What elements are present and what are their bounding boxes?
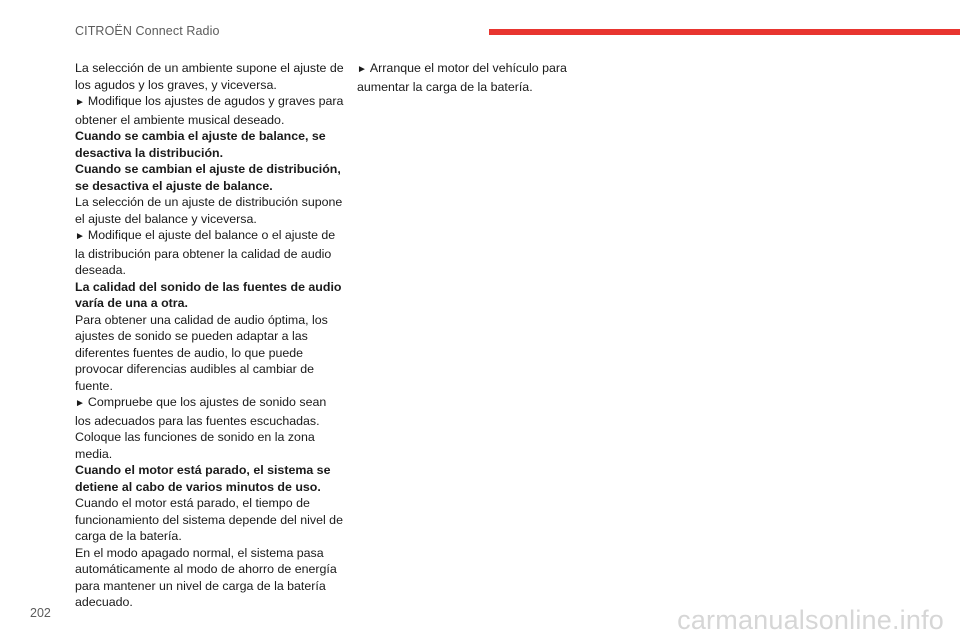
bold-paragraph bbox=[75, 279, 345, 312]
paragraph-text: La selección de un ambiente supone el ajuste de los agudos y los graves, y viceversa. bbox=[75, 61, 344, 92]
instruction-step bbox=[75, 394, 345, 462]
paragraph-text: Modifique el ajuste del balance o el ajuste de la distribución para obtener la calidad de audio deseada. bbox=[75, 228, 336, 277]
bold-paragraph bbox=[75, 462, 345, 495]
instruction-step bbox=[75, 227, 345, 279]
watermark: carmanualsonline.info bbox=[677, 605, 944, 635]
paragraph-text: Cuando el motor está parado, el sistema se detiene al cabo de varios minutos de uso. bbox=[75, 463, 331, 494]
paragraph-text: Cuando el motor está parado, el tiempo de funcionamiento del sistema depende del nivel de carga de la batería. bbox=[75, 496, 343, 543]
page-header-title: CITROËN Connect Radio bbox=[75, 24, 220, 38]
paragraph bbox=[75, 312, 345, 395]
paragraph bbox=[75, 545, 345, 611]
instruction-step bbox=[357, 60, 602, 95]
paragraph-text: Cuando se cambian el ajuste de distribución, se desactiva el ajuste de balance. bbox=[75, 162, 341, 193]
paragraph-text: Modifique los ajustes de agudos y graves para obtener el ambiente musical deseado. bbox=[75, 94, 344, 127]
paragraph-text: Compruebe que los ajustes de sonido sean los adecuados para las fuentes escuchadas. Coloque las funciones de sonido en la zona media. bbox=[75, 395, 327, 461]
arrow-bullet-icon: ► bbox=[75, 97, 85, 108]
paragraph bbox=[75, 60, 345, 93]
paragraph bbox=[75, 495, 345, 545]
page-number: 202 bbox=[30, 606, 51, 620]
header-accent-bar bbox=[489, 29, 960, 35]
left-column bbox=[75, 60, 345, 611]
paragraph bbox=[75, 194, 345, 227]
right-column bbox=[357, 60, 602, 95]
bold-paragraph bbox=[75, 128, 345, 161]
paragraph-text: La calidad del sonido de las fuentes de audio varía de una a otra. bbox=[75, 279, 342, 310]
arrow-bullet-icon: ► bbox=[357, 64, 367, 75]
paragraph-text: Para obtener una calidad de audio óptima, los ajustes de sonido se pueden adaptar a las diferentes fuentes de audio, lo que puede provocar diferencias audibles al cambiar de fuente. bbox=[75, 312, 328, 393]
bold-paragraph bbox=[75, 161, 345, 194]
paragraph-text: Arranque el motor del vehículo para aumentar la carga de la batería. bbox=[357, 61, 567, 94]
arrow-bullet-icon: ► bbox=[75, 231, 85, 242]
arrow-bullet-icon: ► bbox=[75, 398, 85, 409]
instruction-step bbox=[75, 93, 345, 128]
paragraph-text: La selección de un ajuste de distribución supone el ajuste del balance y viceversa. bbox=[75, 195, 343, 226]
paragraph-text: Cuando se cambia el ajuste de balance, se desactiva la distribución. bbox=[75, 129, 326, 160]
paragraph-text: En el modo apagado normal, el sistema pasa automáticamente al modo de ahorro de energía para mantener un nivel de carga de la batería adecuado. bbox=[75, 545, 337, 609]
